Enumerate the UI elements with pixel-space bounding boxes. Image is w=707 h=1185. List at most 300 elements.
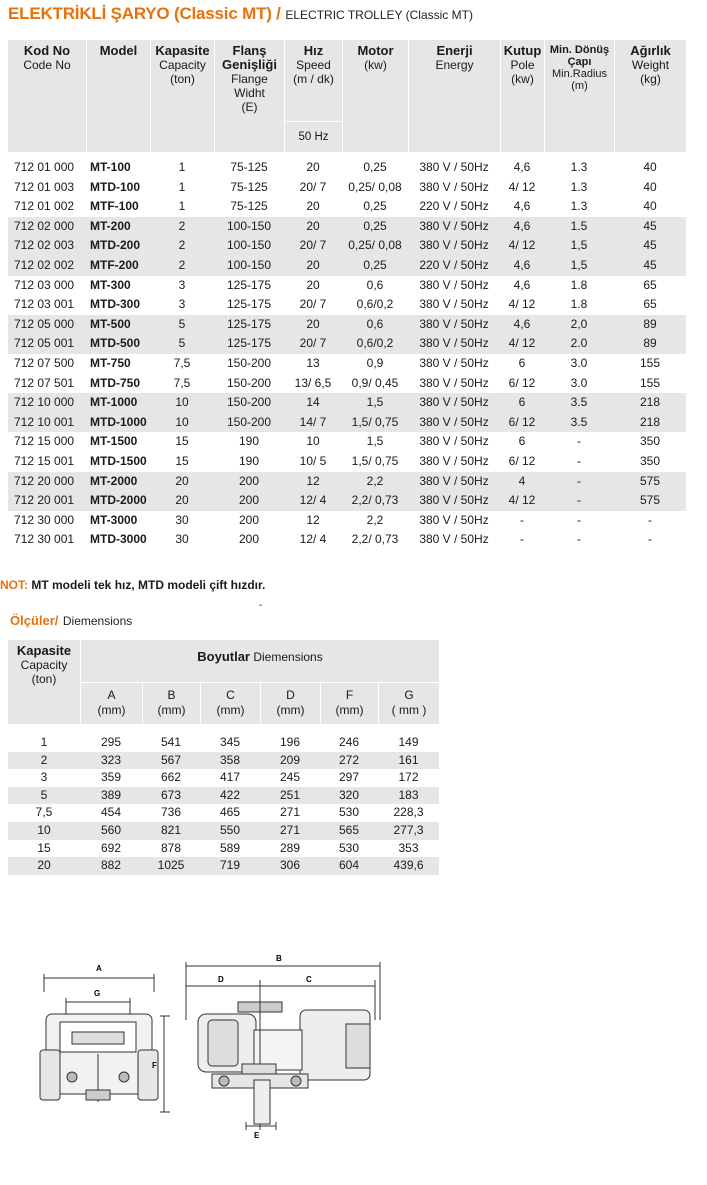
cell-model: MT-200 [90,218,131,233]
cell-cap: 20 [175,493,189,508]
cell-model: MT-1500 [90,434,138,449]
cell-cap: 3 [178,297,186,312]
cell-pole: 6 [518,395,526,410]
dim-col-unit: (mm) [157,703,186,717]
cell-code: 712 01 000 [14,160,75,174]
label-e: E [254,1131,260,1140]
cell-weight: 45 [643,238,657,253]
cell-motor: 0,25 [363,257,387,272]
cell-motor: 0,6 [366,277,384,292]
col-radius-tr: Min. Dönüş Çapı [549,44,610,68]
dim-col-1 [142,682,200,724]
label-b: B [276,954,282,963]
col-radius-unit: (m) [571,80,588,92]
cell-weight: 65 [643,297,657,312]
cell-model: MTD-100 [90,179,141,194]
table-row [8,491,686,511]
cell-weight: 218 [639,395,661,410]
cell-model: MTD-3000 [90,532,147,547]
title-slash: / [276,4,281,23]
cell-flange: 100-150 [226,257,272,272]
dim-cell: 353 [398,840,419,855]
dim-cap-unit: (ton) [31,672,57,686]
table-row [8,178,686,198]
dim-cell: 692 [100,840,122,855]
dim-cap-tr: Kapasite [16,643,72,658]
trolley-front-view-drawing [36,962,166,1122]
cell-flange: 75-125 [230,179,268,194]
cell-model: MT-2000 [90,473,138,488]
dim-col-letter: D [286,688,295,702]
cell-pole: 6 [518,355,526,370]
dim-cell: 306 [279,858,301,873]
cell-model: MT-500 [90,316,131,331]
cell-cap: 1 [178,179,186,194]
cell-radius: 3.5 [570,395,588,410]
dim-cell: 417 [219,770,241,785]
cell-flange: 200 [238,493,260,508]
dim-cell: 246 [338,735,360,749]
dim-cell: 277,3 [393,822,424,837]
dim-col-letter: B [167,688,176,702]
table-row [8,432,686,452]
cell-code: 712 15 000 [14,434,75,449]
cell-radius: - [577,532,581,547]
dim-cell: 530 [338,840,360,855]
cell-pole: 4,6 [513,277,531,292]
cell-cap: 7,5 [173,355,191,370]
cell-cap: 1 [178,160,186,174]
dim-cell: 454 [100,805,122,820]
cell-pole: 4,6 [513,160,531,174]
dim-col-3 [260,682,320,724]
dim-cell: 541 [160,735,182,749]
dim-cell: 821 [160,822,182,837]
cell-radius: - [577,453,581,468]
dim-row [8,804,439,822]
dimensions-body [8,734,439,875]
dimensions-title-slash: / [54,613,59,628]
cell-code: 712 10 001 [14,414,75,429]
dim-col-unit: ( mm ) [391,703,427,717]
dim-cell: 272 [338,752,360,767]
cell-code: 712 10 000 [14,395,75,410]
cell-code: 712 01 002 [14,199,75,214]
cell-model: MTD-300 [90,297,141,312]
dim-cell: 465 [219,805,241,820]
cell-code: 712 20 000 [14,473,75,488]
col-code-tr: Kod No [23,43,71,58]
dim-cell: 604 [338,858,360,873]
cell-radius: 1.8 [570,277,588,292]
dim-cell: 172 [398,770,419,785]
cell-energy: 380 V / 50Hz [419,512,489,527]
cell-weight: 45 [643,218,657,233]
dim-cell: 295 [100,735,122,749]
dim-cell: 673 [160,787,182,802]
dim-cell: 251 [279,787,301,802]
cell-speed: 20 [306,199,320,214]
dim-col-unit: (mm) [276,703,305,717]
cell-radius: - [577,512,581,527]
cell-energy: 380 V / 50Hz [419,473,489,488]
cell-model: MTD-500 [90,336,141,351]
cell-cap: 5 [178,336,186,351]
dim-cell: 358 [219,752,241,767]
cell-pole: - [520,512,524,527]
cell-speed: 20 [306,316,320,331]
cell-energy: 380 V / 50Hz [419,238,489,253]
cell-model: MTF-200 [90,257,139,272]
dim-cell: 719 [219,858,241,873]
col-capacity-tr: Kapasite [155,43,210,58]
cell-cap: 10 [175,414,189,429]
dim-cell: 271 [279,805,301,820]
cell-weight: 89 [643,316,657,331]
col-speed-hz: 50 Hz [285,121,342,152]
col-energy-tr: Enerji [436,43,473,58]
cell-energy: 380 V / 50Hz [419,375,489,390]
cell-weight: 575 [639,473,661,488]
cell-model: MTD-1500 [90,453,147,468]
dim-col-unit: (mm) [335,703,364,717]
dimensions-header [8,640,439,724]
dim-row [8,734,439,752]
col-motor [342,40,408,152]
col-pole-unit: (kw) [511,72,534,86]
dim-cell: 209 [279,752,301,767]
cell-weight: 350 [639,434,661,449]
cell-speed: 10/ 5 [299,453,327,468]
col-pole-en: Pole [510,58,535,72]
dim-cell-cap: 15 [37,840,51,855]
cell-weight: 40 [643,160,657,174]
cell-weight: 350 [639,453,661,468]
col-model [86,40,150,152]
cell-model: MT-3000 [90,512,138,527]
cell-energy: 380 V / 50Hz [419,179,489,194]
cell-energy: 220 V / 50Hz [419,199,489,214]
cell-radius: - [577,493,581,508]
col-pole-tr: Kutup [503,43,542,58]
stray-dash: - [259,600,263,611]
cell-speed: 20 [306,218,320,233]
cell-energy: 220 V / 50Hz [419,257,489,272]
col-motor-tr: Motor [357,43,394,58]
cell-motor: 0,6/0,2 [356,336,394,351]
dim-cell: 550 [219,822,241,837]
cell-pole: 4/ 12 [508,297,536,312]
cell-energy: 380 V / 50Hz [419,316,489,331]
dim-row [8,787,439,805]
dim-cell-cap: 7,5 [35,805,53,820]
cell-pole: 6/ 12 [508,414,536,429]
cell-pole: 6 [518,434,526,449]
dim-cell: 589 [219,840,241,855]
cell-speed: 10 [306,434,320,449]
cell-motor: 0,25 [363,218,387,233]
note-text: MT modeli tek hız, MTD modeli çift hızdır. [31,578,266,592]
col-weight [614,40,686,152]
cell-flange: 75-125 [230,160,268,174]
trolley-side-view-drawing [150,950,390,1140]
cell-model: MTD-200 [90,238,141,253]
cell-radius: 1,5 [570,257,588,272]
dim-col-letter: C [226,688,235,702]
cell-pole: 4,6 [513,257,531,272]
cell-flange: 125-175 [226,336,272,351]
dim-col-capacity [8,640,80,724]
label-d: D [218,975,224,984]
col-speed [284,40,342,152]
dimensions-title-en: Diemensions [62,614,133,628]
cell-motor: 2,2 [366,512,384,527]
cell-weight: - [648,532,652,547]
cell-motor: 0,9/ 0,45 [351,375,399,390]
table-row [8,354,686,374]
table-row [8,472,686,492]
dim-cell: 183 [398,787,419,802]
dim-boy-en: Diemensions [253,650,323,664]
cell-model: MT-300 [90,277,131,292]
cell-cap: 2 [178,218,186,233]
cell-model: MTD-2000 [90,493,147,508]
cell-code: 712 15 001 [14,453,75,468]
cell-weight: 65 [643,277,657,292]
table-row [8,276,686,296]
label-a: A [96,964,102,973]
cell-energy: 380 V / 50Hz [419,160,489,174]
dim-cell: 323 [100,752,122,767]
dim-cap-en: Capacity [20,658,68,672]
cell-pole: 4/ 12 [508,336,536,351]
dim-cell: 289 [279,840,301,855]
cell-pole: 4 [518,473,526,488]
cell-pole: - [520,532,524,547]
dim-cell: 359 [100,770,122,785]
dim-cell: 560 [100,822,122,837]
col-model-tr: Model [99,43,138,58]
dim-row [8,752,439,770]
table-row [8,315,686,335]
cell-weight: - [648,512,652,527]
cell-model: MT-750 [90,355,131,370]
cell-model: MTD-750 [90,375,141,390]
table-row [8,334,686,354]
cell-motor: 0,25 [363,199,387,214]
cell-code: 712 02 000 [14,218,75,233]
cell-radius: 2,0 [570,316,588,331]
dim-row [8,822,439,840]
cell-motor: 1,5/ 0,75 [351,453,399,468]
cell-flange: 200 [238,473,260,488]
dim-cell: 662 [160,770,182,785]
dim-cell-cap: 3 [40,770,48,785]
cell-motor: 0,6 [366,316,384,331]
col-flange [214,40,284,152]
cell-cap: 3 [178,277,186,292]
col-weight-tr: Ağırlık [630,43,671,58]
col-speed-unit: (m / dk) [293,72,334,86]
cell-speed: 13 [306,355,320,370]
cell-energy: 380 V / 50Hz [419,297,489,312]
cell-speed: 20/ 7 [299,179,327,194]
dim-cell: 161 [398,752,419,767]
cell-radius: 1.8 [570,297,588,312]
cell-radius: 3.5 [570,414,588,429]
table-row [8,374,686,394]
dim-col-letter: G [404,688,414,702]
cell-code: 712 07 501 [14,375,75,390]
cell-energy: 380 V / 50Hz [419,414,489,429]
table-row [8,393,686,413]
dim-row [8,769,439,787]
label-f: F [152,1061,157,1070]
cell-cap: 15 [175,453,189,468]
cell-speed: 20 [306,257,320,272]
dim-col-unit: (mm) [97,703,126,717]
cell-code: 712 05 000 [14,316,75,331]
col-energy-en: Energy [435,58,474,72]
cell-flange: 125-175 [226,316,272,331]
dim-col-unit: (mm) [216,703,245,717]
cell-radius: 1,5 [570,238,588,253]
col-flange-unit: (E) [241,100,258,114]
cell-speed: 12/ 4 [299,493,327,508]
col-weight-en: Weight [631,58,670,72]
table-row [8,217,686,237]
col-energy [408,40,500,152]
cell-energy: 380 V / 50Hz [419,493,489,508]
dim-cell-cap: 2 [40,752,48,767]
table-row [8,158,686,178]
dim-col-5 [378,682,439,724]
cell-code: 712 30 001 [14,532,75,547]
col-code-en: Code No [23,58,71,72]
cell-weight: 575 [639,493,661,508]
dim-cell: 196 [279,735,301,749]
table-row [8,511,686,531]
dim-cell: 228,3 [393,805,424,820]
cell-weight: 218 [639,414,661,429]
cell-flange: 100-150 [226,218,272,233]
cell-code: 712 02 003 [14,238,75,253]
dim-cell: 389 [100,787,122,802]
cell-model: MT-1000 [90,395,138,410]
col-flange-en: Flange Widht [231,72,268,100]
cell-model: MTD-1000 [90,414,147,429]
cell-radius: 3.0 [570,355,588,370]
cell-cap: 10 [175,395,189,410]
col-code [8,40,86,152]
product-table [8,40,686,550]
dim-cell-cap: 5 [40,787,48,802]
table-row [8,197,686,217]
cell-energy: 380 V / 50Hz [419,277,489,292]
cell-code: 712 01 003 [14,179,75,194]
cell-cap: 2 [178,257,186,272]
dim-cell: 1025 [157,858,185,873]
cell-weight: 40 [643,199,657,214]
dim-cell: 271 [279,822,301,837]
cell-pole: 4,6 [513,316,531,331]
cell-motor: 0,25/ 0,08 [348,179,402,194]
col-speed-en: Speed [296,58,331,72]
table-row [8,295,686,315]
product-table-body [8,158,686,550]
cell-flange: 75-125 [230,199,268,214]
cell-motor: 1,5/ 0,75 [351,414,399,429]
cell-energy: 380 V / 50Hz [419,218,489,233]
cell-flange: 190 [238,453,260,468]
cell-speed: 12 [306,512,320,527]
col-weight-unit: (kg) [640,72,661,86]
dim-cell: 297 [338,770,360,785]
product-table-header [8,40,686,152]
cell-energy: 380 V / 50Hz [419,395,489,410]
page-title [8,4,473,24]
cell-speed: 12/ 4 [299,532,327,547]
cell-motor: 0,6/0,2 [356,297,394,312]
cell-energy: 380 V / 50Hz [419,453,489,468]
title-tr: ELEKTRİKLİ ŞARYO (Classic MT) [8,4,272,23]
table-row [8,256,686,276]
cell-cap: 1 [178,199,186,214]
cell-speed: 20/ 7 [299,238,327,253]
cell-energy: 380 V / 50Hz [419,336,489,351]
cell-code: 712 03 000 [14,277,75,292]
dim-cell: 567 [160,752,182,767]
cell-code: 712 30 000 [14,512,75,527]
col-radius [544,40,614,152]
cell-pole: 4,6 [513,218,531,233]
cell-motor: 2,2 [366,473,384,488]
dim-boy-tr: Boyutlar [197,649,250,664]
cell-cap: 30 [175,532,189,547]
cell-speed: 20 [306,277,320,292]
cell-flange: 150-200 [226,375,272,390]
cell-code: 712 07 500 [14,355,75,370]
cell-energy: 380 V / 50Hz [419,434,489,449]
cell-flange: 200 [238,512,260,527]
dim-cell: 530 [338,805,360,820]
cell-pole: 4,6 [513,199,531,214]
cell-cap: 30 [175,512,189,527]
dim-cell-cap: 1 [40,735,48,749]
dimensions-title [10,612,132,630]
dim-cell: 320 [338,787,360,802]
dim-row [8,857,439,875]
col-pole [500,40,544,152]
dim-cell: 565 [338,822,360,837]
cell-radius: 3.0 [570,375,588,390]
dim-boyutlar [80,640,439,682]
cell-speed: 13/ 6,5 [294,375,332,390]
cell-radius: 2.0 [570,336,588,351]
dim-col-letter: A [107,688,116,702]
label-g: G [94,989,101,998]
cell-cap: 5 [178,316,186,331]
cell-radius: 1.3 [570,179,588,194]
cell-speed: 20/ 7 [299,336,327,351]
cell-cap: 15 [175,434,189,449]
cell-flange: 190 [238,434,260,449]
dim-cell: 245 [279,770,301,785]
cell-cap: 7,5 [173,375,191,390]
cell-motor: 2,2/ 0,73 [351,532,399,547]
cell-radius: - [577,473,581,488]
cell-pole: 4/ 12 [508,238,536,253]
